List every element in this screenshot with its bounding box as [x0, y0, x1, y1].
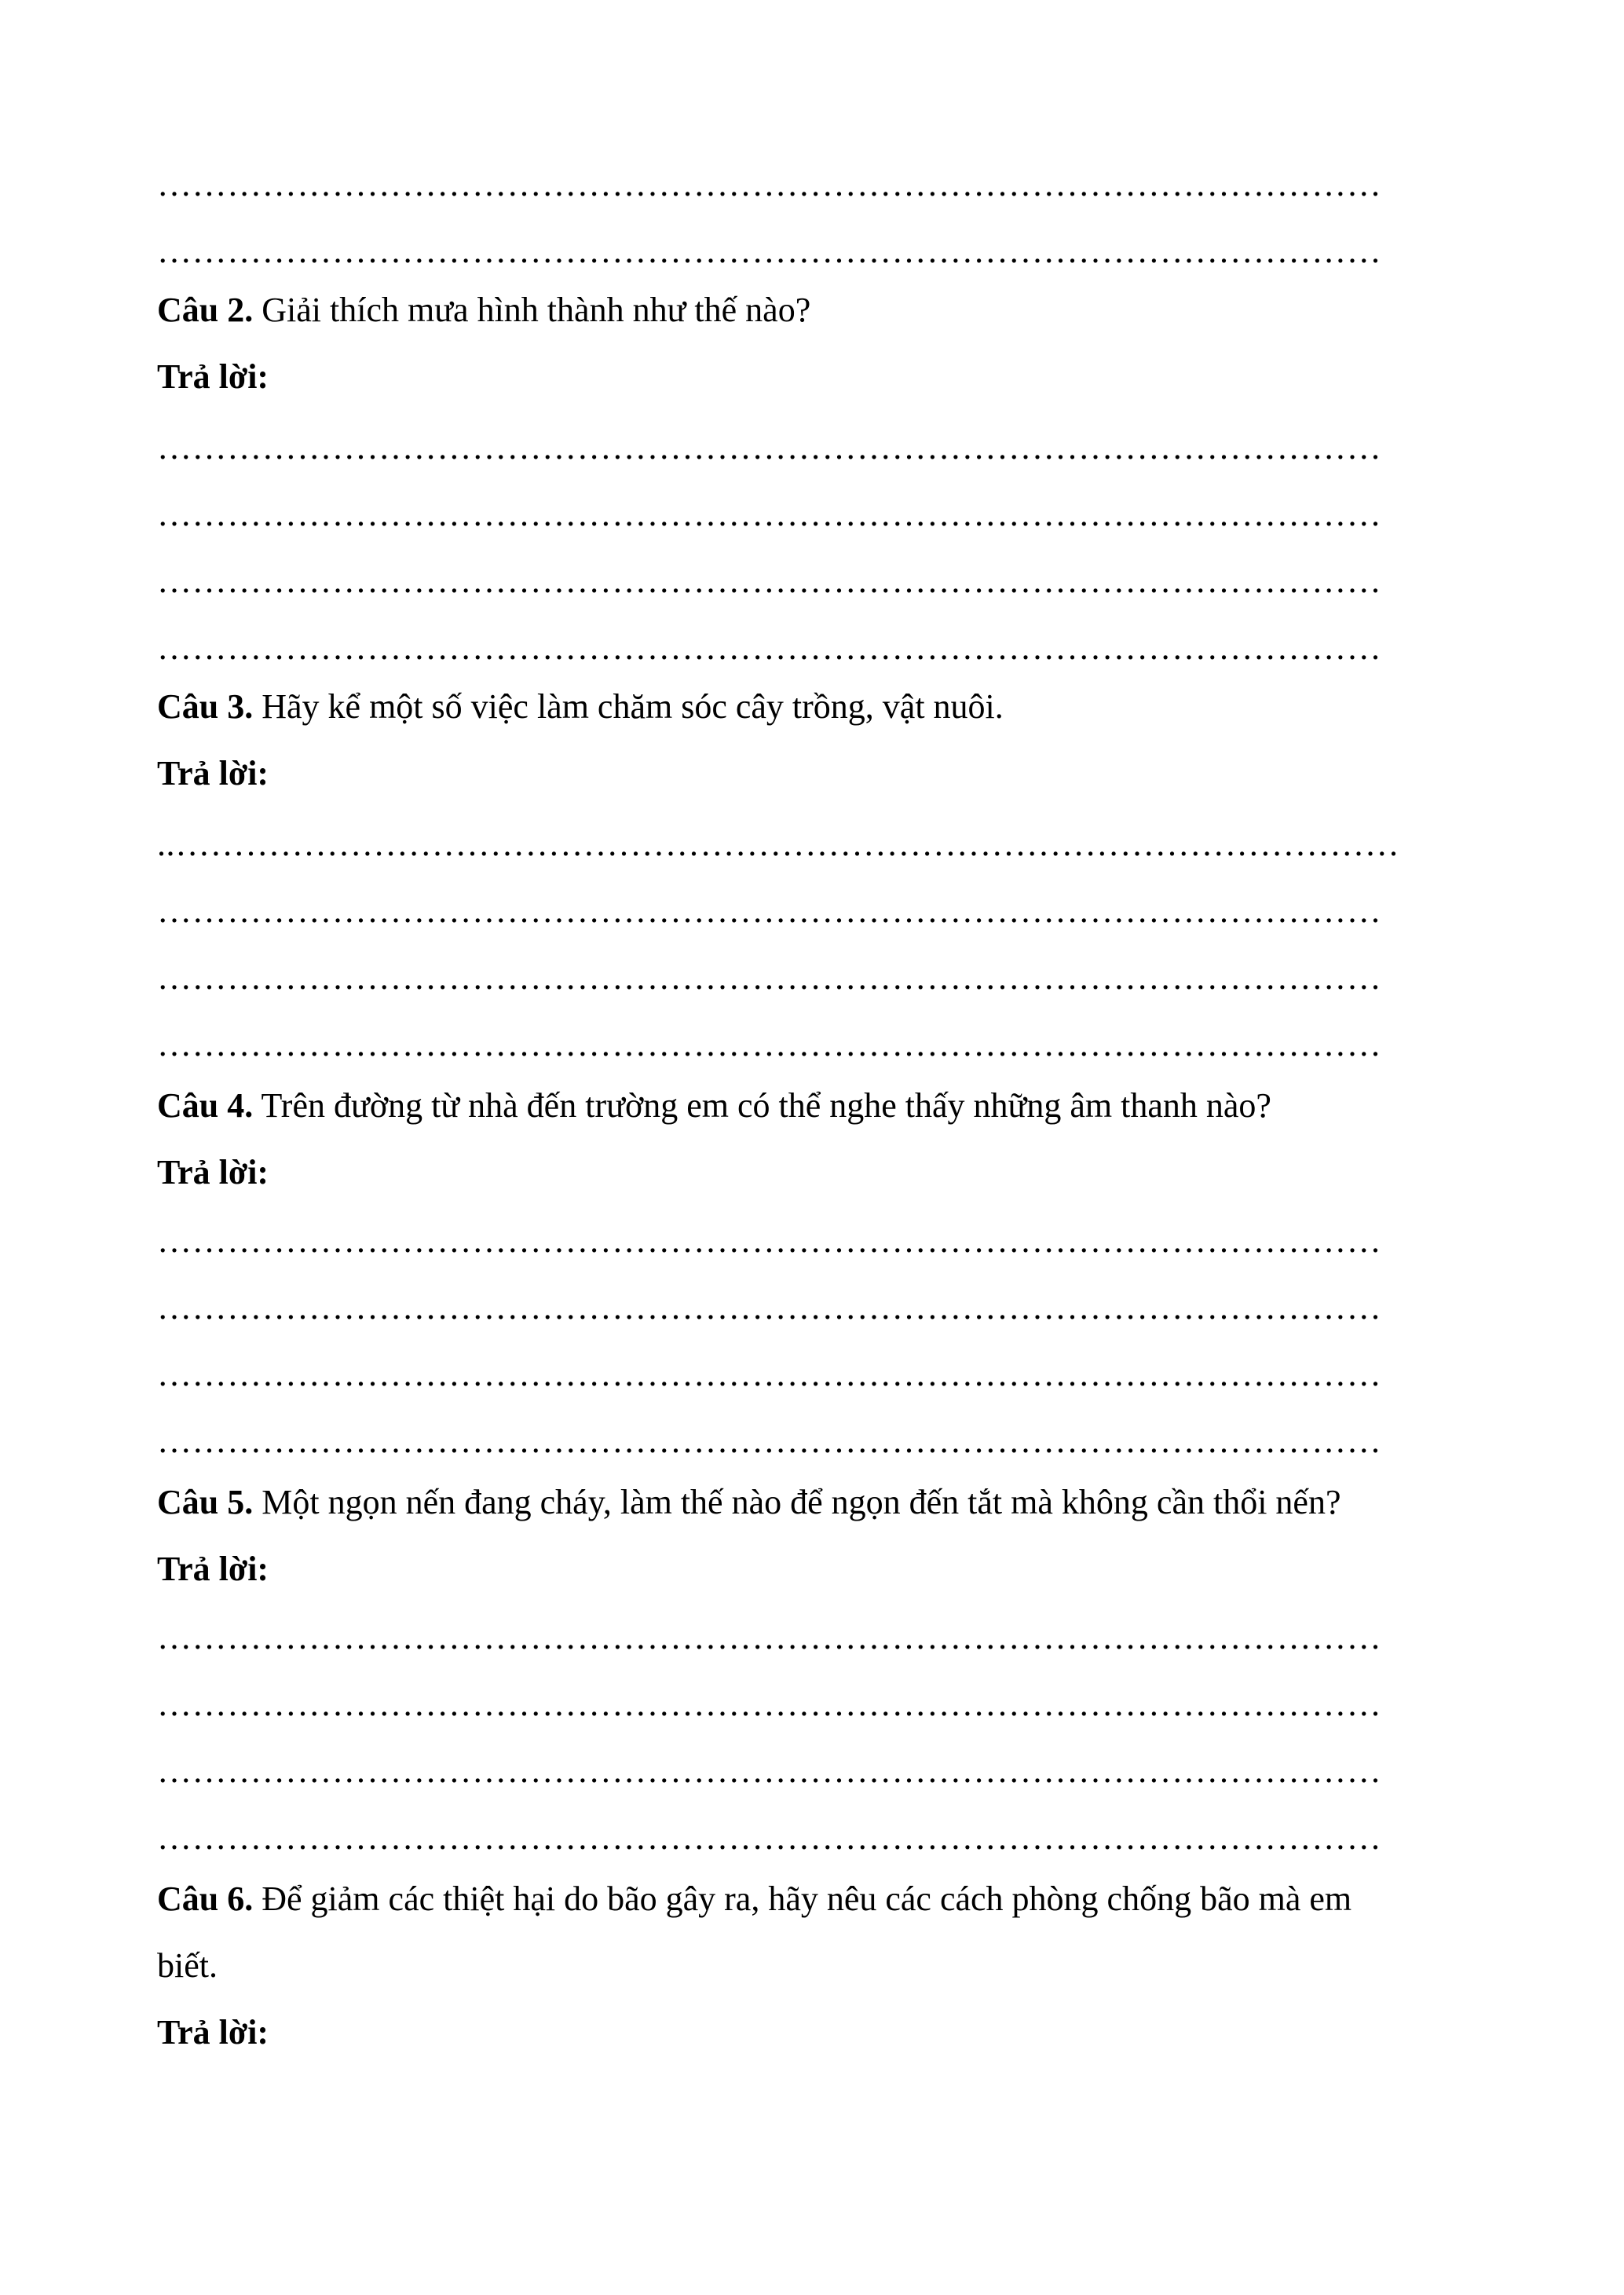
answer-label: Trả lời:: [157, 2013, 269, 2052]
answer-line: ……………………………………………………………………………………………: [157, 1422, 1382, 1460]
answer-label: Trả lời:: [157, 357, 269, 396]
answer-label: Trả lời:: [157, 1550, 269, 1588]
question-text: Giải thích mưa hình thành như thế nào?: [253, 291, 811, 329]
answer-line: ……………………………………………………………………………………………: [157, 1751, 1382, 1790]
question-text: Hãy kể một số việc làm chăm sóc cây trồng, vật nuôi.: [253, 687, 1004, 726]
answer-line: ……………………………………………………………………………………………: [157, 1818, 1382, 1857]
answer-line: ……………………………………………………………………………………………: [157, 958, 1382, 997]
answer-line: ……………………………………………………………………………………………: [157, 1025, 1382, 1063]
answer-line: ……………………………………………………………………………………………: [157, 891, 1382, 930]
question-3: [157, 683, 1004, 730]
answer-line: ……………………………………………………………………………………………: [157, 428, 1382, 467]
answer-line: ……………………………………………………………………………………………: [157, 628, 1382, 667]
question-4: [157, 1082, 1271, 1129]
answer-line: ……………………………………………………………………………………………: [157, 495, 1382, 533]
question-text: Một ngọn nến đang cháy, làm thế nào để ngọn đến tắt mà không cần thổi nến?: [253, 1483, 1341, 1521]
question-text: Trên đường từ nhà đến trường em có thể nghe thấy những âm thanh nào?: [253, 1086, 1271, 1125]
question-6: [157, 1876, 1352, 1923]
answer-line: ……………………………………………………………………………………………: [157, 1618, 1382, 1656]
question-number: Câu 4.: [157, 1086, 254, 1125]
answer-label: Trả lời:: [157, 1153, 269, 1191]
question-number: Câu 6.: [157, 1880, 254, 1918]
question-number: Câu 5.: [157, 1483, 254, 1521]
answer-line: ……………………………………………………………………………………………: [157, 1221, 1382, 1260]
answer-line: ……………………………………………………………………………………………: [157, 1288, 1382, 1327]
question-number: Câu 3.: [157, 687, 254, 726]
question-number: Câu 2.: [157, 291, 254, 329]
question-text: Để giảm các thiệt hại do bão gây ra, hãy nêu các cách phòng chống bão mà em: [253, 1880, 1352, 1918]
answer-line: ……………………………………………………………………………………………: [157, 165, 1382, 203]
answer-line: ……………………………………………………………………………………………: [157, 562, 1382, 600]
answer-line: ..……………………………………………………………………………………………: [157, 825, 1400, 863]
answer-label: Trả lời:: [157, 754, 269, 792]
question-6-continuation: biết.: [157, 1946, 218, 1985]
answer-line: ……………………………………………………………………………………………: [157, 1355, 1382, 1393]
answer-line: ……………………………………………………………………………………………: [157, 232, 1382, 270]
question-5: [157, 1479, 1341, 1526]
answer-line: ……………………………………………………………………………………………: [157, 1685, 1382, 1723]
question-2: [157, 287, 810, 334]
